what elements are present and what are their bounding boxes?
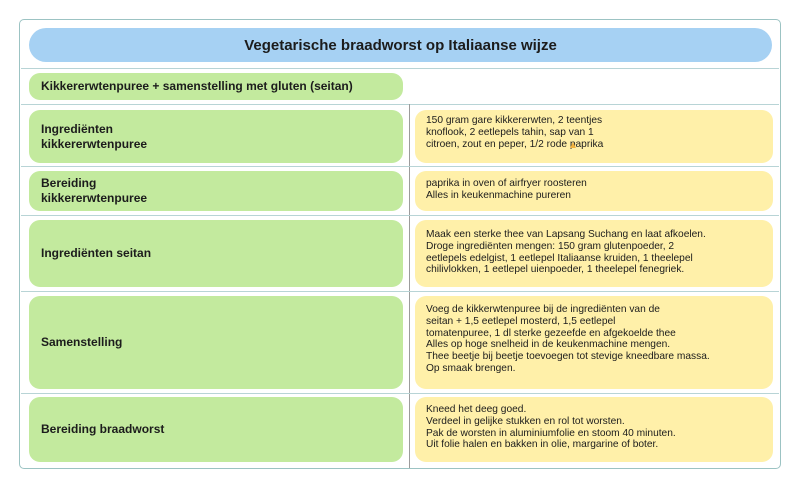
content-line: seitan + 1,5 eetlepel mosterd, 1,5 eetlepel xyxy=(426,315,616,327)
label-line: kikkererwtenpuree xyxy=(41,191,148,205)
divider xyxy=(21,104,779,105)
recipe-title: Vegetarische braadworst op Italiaanse wijze xyxy=(29,28,772,62)
content-line: Uit folie halen en bakken in olie, margarine of boter. xyxy=(426,439,659,451)
row-label-bereiding-braadworst: Bereiding braadworst xyxy=(29,397,403,462)
content-line: Pak de worsten in aluminiumfolie en stoom 40 minuten. xyxy=(426,427,676,439)
row-content-bereiding-kikkererwtenpuree xyxy=(415,171,773,211)
content-line: Alles op hoge snelheid in de keukenmachine mengen. xyxy=(426,339,671,351)
content-line: Kneed het deeg goed. xyxy=(426,404,527,415)
divider xyxy=(21,291,779,292)
row-label-bereiding-kikkererwtenpuree xyxy=(29,171,403,211)
content-line: eetlepels edelgist, 1 eetlepel Italiaanse kruiden, 1 theelepel xyxy=(426,252,693,264)
label-line: Ingrediënten xyxy=(41,121,114,136)
divider xyxy=(21,68,779,69)
content-line: Maak een sterke thee van Lapsang Suchang en laat afkoelen. xyxy=(426,229,706,240)
content-line: paprika in oven of airfryer roosteren xyxy=(426,178,587,189)
row-content-bereiding-braadworst xyxy=(415,397,773,462)
content-line: Thee beetje bij beetje toevoegen tot stevige kneedbare massa. xyxy=(426,351,710,363)
row-label-ingredienten-kikkererwtenpuree xyxy=(29,110,403,163)
row-content-ingredienten-seitan xyxy=(415,220,773,287)
row-label-samenstelling: Samenstelling xyxy=(29,296,403,389)
divider xyxy=(21,215,779,216)
connector-marker xyxy=(570,142,576,148)
content-line: Droge ingrediënten mengen: 150 gram glutenpoeder, 2 xyxy=(426,240,675,252)
divider xyxy=(21,393,779,394)
label-line: Bereiding xyxy=(41,176,97,190)
content-line: chilivlokken, 1 eetlepel uienpoeder, 1 theelepel fenegriek. xyxy=(426,264,685,276)
recipe-card xyxy=(19,19,781,469)
content-line: Verdeel in gelijke stukken en rol tot worsten. xyxy=(426,415,625,427)
content-line: tomatenpuree, 1 dl sterke gezeefde en afgekoelde thee xyxy=(426,327,676,339)
row-content-ingredienten-kikkererwtenpuree xyxy=(415,110,773,163)
content-line: knoflook, 2 eetlepels tahin, sap van 1 xyxy=(426,126,594,138)
divider xyxy=(21,166,779,167)
row-label-ingredienten-seitan: Ingrediënten seitan xyxy=(29,220,403,287)
section-header: Kikkererwtenpuree + samenstelling met gluten (seitan) xyxy=(29,73,403,100)
content-line: Voeg de kikkerwtenpuree bij de ingrediënten van de xyxy=(426,304,660,315)
content-line: citroen, zout en peper, 1/2 rode paprika xyxy=(426,138,604,150)
content-line: Op smaak brengen. xyxy=(426,362,516,374)
content-line: 150 gram gare kikkererwten, 2 teentjes xyxy=(426,115,603,126)
content-line: Alles in keukenmachine pureren xyxy=(426,189,571,201)
row-content-samenstelling xyxy=(415,296,773,389)
label-line: kikkererwtenpuree xyxy=(41,136,148,151)
column-divider xyxy=(409,104,410,468)
